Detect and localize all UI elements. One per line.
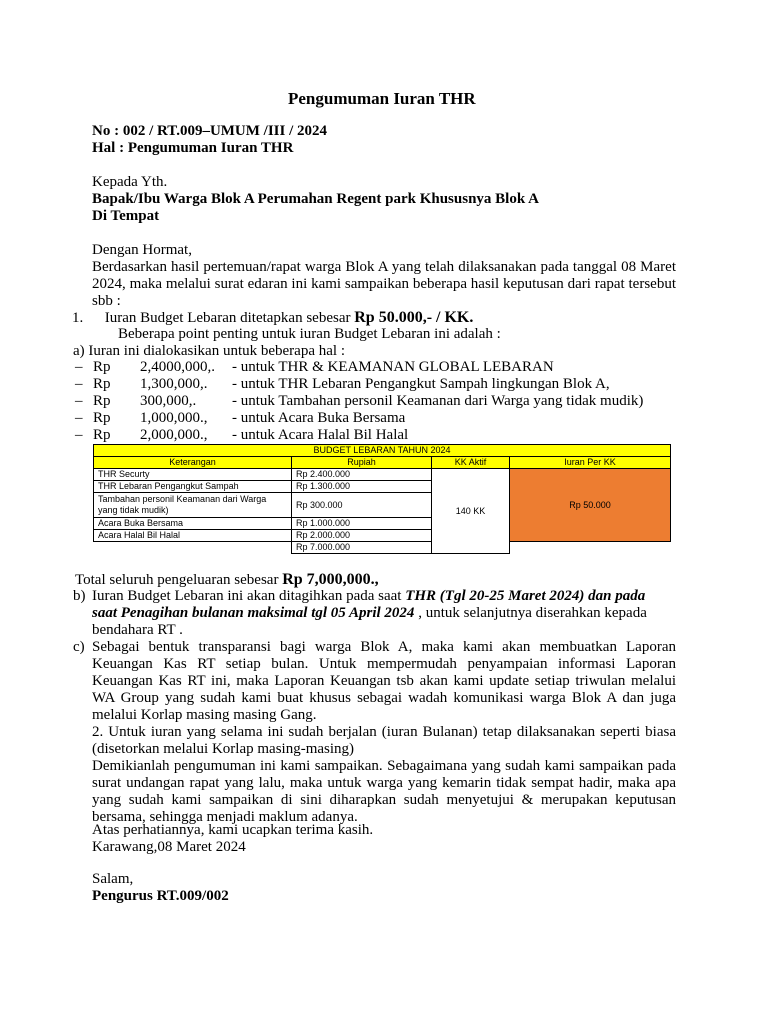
item-b-line2 [92,605,647,622]
table-cell: Rp 1.000.000 [292,518,432,530]
allocation-dash: – [75,427,83,443]
item-a: a) Iuran ini dialokasikan untuk beberapa hal : [73,343,345,359]
item-b-line3: bendahara RT . [92,622,183,638]
table-header: Iuran Per KK [510,457,671,469]
item-b-label: b) [73,588,86,604]
item-b-pre: Iuran Budget Lebaran ini akan ditagihkan pada saat [92,588,406,604]
allocation-amount: 1,000,000., [140,410,208,426]
allocation-currency: Rp [93,427,111,443]
point-2: 2. Untuk iuran yang selama ini sudah berjalan (iuran Bulanan) tetap dilaksanakan seperti biasa (disetorkan melalui Korlap masing-masing) [92,724,676,757]
item-b-emph1: THR (Tgl 20-25 Maret 2024) dan pada [405,588,646,604]
allocation-desc: - untuk Tambahan personil Keamanan dari Warga yang tidak mudik) [232,393,644,409]
iuran-cell: Rp 50.000 [510,469,671,542]
place-date: Karawang,08 Maret 2024 [92,839,246,855]
closing-paragraph: Demikianlah pengumuman ini kami sampaikan. Sebagaimana yang sudah kami sampaikan pada surat undangan rapat yang lalu, maka untuk warga yang kemarin tidak sempat hadir, maka apa yang sudah kami sampaikan di sini diharapkan sudah menyetujui & merupakan keputusan bersama, sehingga menjadi maklum adanya. [92,758,676,825]
allocation-desc: - untuk Acara Buka Bersama [232,410,406,426]
item-c-paragraph: Sebagai bentuk transparansi bagi warga Blok A, maka kami akan membuatkan Laporan Keuangan Kas RT setiap bulan. Untuk mempermudah penyampaian informasi Laporan Keuangan Kas RT ini, maka Laporan Keuangan tsb akan kami update setiap triwulan melalui WA Group yang sudah kami buat khusus sebagai wadah komunikasi warga Blok A dan juga melalui Korlap masing masing Gang. [92,639,676,723]
allocation-currency: Rp [93,376,111,392]
item-b-line1 [92,588,645,605]
table-cell: Acara Buka Bersama [94,518,292,530]
table-cell: Rp 300.000 [292,493,432,518]
table-cell: Tambahan personil Keamanan dari Warga yang tidak mudik) [94,493,292,518]
total-text: Total seluruh pengeluaran sebesar [75,572,283,588]
point-1 [72,309,473,327]
allocation-desc: - untuk THR & KEAMANAN GLOBAL LEBARAN [232,359,554,375]
allocation-currency: Rp [93,410,111,426]
letter-subject: Hal : Pengumuman Iuran THR [92,140,294,156]
table-header: KK Aktif [432,457,510,469]
table-cell [510,542,671,554]
point-1-sub: Beberapa point penting untuk iuran Budget Lebaran ini adalah : [118,326,501,342]
table-cell: Rp 2.000.000 [292,530,432,542]
total-line [75,571,379,589]
allocation-currency: Rp [93,359,111,375]
table-total: Rp 7.000.000 [292,542,432,554]
allocation-amount: 2,4000,000,. [140,359,215,375]
point-1-amount: Rp 50.000,- / KK. [354,309,474,326]
addressee-greeting: Kepada Yth. [92,174,168,190]
salam: Salam, [92,871,134,887]
allocation-amount: 1,300,000,. [140,376,208,392]
addressee-place: Di Tempat [92,208,160,224]
signer: Pengurus RT.009/002 [92,888,229,904]
budget-table [93,444,671,554]
allocation-currency: Rp [93,393,111,409]
total-amount: Rp 7,000,000., [282,571,379,588]
thanks: Atas perhatiannya, kami ucapkan terima kasih. [92,822,374,838]
table-cell: Acara Halal Bil Halal [94,530,292,542]
table-cell: Rp 2.400.000 [292,469,432,481]
table-cell: Rp 1.300.000 [292,481,432,493]
table-cell: THR Securty [94,469,292,481]
letter-number: No : 002 / RT.009–UMUM /III / 2024 [92,123,328,139]
table-header: Rupiah [292,457,432,469]
intro-paragraph: Berdasarkan hasil pertemuan/rapat warga Blok A yang telah dilaksanakan pada tanggal 08 Maret 2024, maka melalui surat edaran ini kami sampaikan beberapa hasil keputusan dari rapat tersebut sbb : [92,259,676,309]
allocation-amount: 2,000,000., [140,427,208,443]
allocation-desc: - untuk THR Lebaran Pengangkut Sampah lingkungan Blok A, [232,376,610,392]
allocation-desc: - untuk Acara Halal Bil Halal [232,427,409,443]
page-title: Pengumuman Iuran THR [288,89,476,108]
table-header: Keterangan [94,457,292,469]
table-cell [94,542,292,554]
point-1-number: 1. [72,310,84,326]
kk-aktif-cell: 140 KK [432,469,510,554]
table-cell: THR Lebaran Pengangkut Sampah [94,481,292,493]
item-c-label: c) [73,639,85,655]
item-b-emph2: saat Penagihan bulanan maksimal tgl 05 April 2024 [92,605,415,621]
opening: Dengan Hormat, [92,242,192,258]
allocation-dash: – [75,393,83,409]
allocation-dash: – [75,376,83,392]
item-b-post: , untuk selanjutnya diserahkan kepada [414,605,647,621]
table-title: BUDGET LEBARAN TAHUN 2024 [94,445,671,457]
allocation-amount: 300,000,. [140,393,197,409]
allocation-dash: – [75,359,83,375]
point-1-text: Iuran Budget Lebaran ditetapkan sebesar [104,310,355,326]
addressee-line: Bapak/Ibu Warga Blok A Perumahan Regent park Khususnya Blok A [92,191,539,207]
allocation-dash: – [75,410,83,426]
